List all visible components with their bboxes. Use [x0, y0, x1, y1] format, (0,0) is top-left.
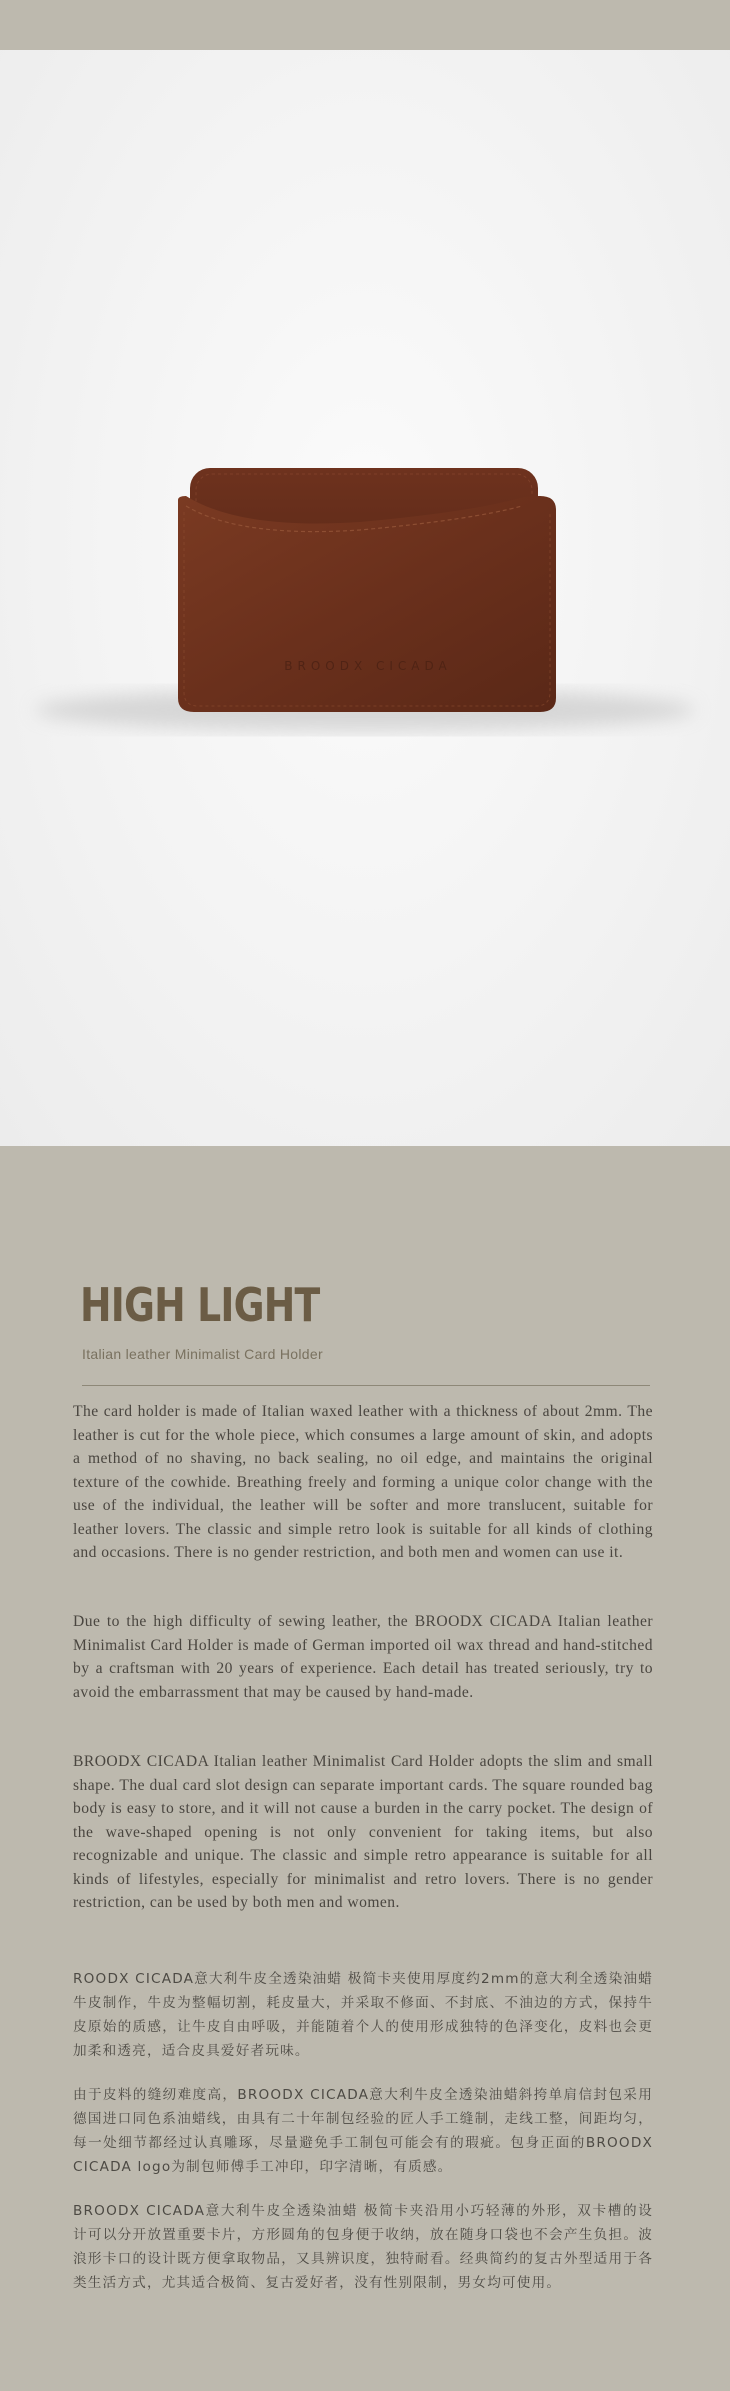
paragraph-en-1: The card holder is made of Italian waxed leather with a thickness of about 2mm. The leather is cut for the whole piece, which consumes a large amount of skin, and adopts a method of no shaving, no back sealing, no oil edge, and maintains the original texture of the cowhide. Breathing freely and forming a unique color change with the use of the individual, the leather will be softer and more translucent, suitable for leather lovers. The classic and simple retro look is suitable for all kinds of clothing and occasions. There is no gender restriction, and both men and women can use it.	[73, 1403, 653, 1561]
paragraph-en-2: Due to the high difficulty of sewing leather, the BROODX CICADA Italian leather Minimalist Card Holder is made of German imported oil wax thread and hand-stitched by a craftsman with 20 years of experience. Each detail has treated seriously, try to avoid the embarrassment that may be caused by hand-made.	[73, 1613, 653, 1701]
paragraph-zh-1: ROODX CICADA意大利牛皮全透染油蜡 极简卡夹使用厚度约2mm的意大利全透染油蜡牛皮制作，牛皮为整幅切割，耗皮量大，并采取不修面、不封底、不油边的方式，保持牛皮原始的质感，让牛皮自由呼吸，并能随着个人的使用形成独特的色泽变化，皮料也会更加柔和透亮，适合皮具爱好者玩味。	[73, 1971, 653, 2059]
paragraph-zh-2: 由于皮料的缝纫难度高，BROODX CICADA意大利牛皮全透染油蜡斜挎单肩信封包采用德国进口同色系油蜡线，由具有二十年制包经验的匠人手工缝制，走线工整，间距均匀，每一处细节都经过认真雕琢，尽量避免手工制包可能会有的瑕疵。包身正面的BROODX CICADA logo为制包师傅手工冲印，印字清晰，有质感。	[73, 2087, 653, 2175]
embossed-logo: BROODX CICADA	[284, 659, 452, 673]
top-band	[0, 0, 730, 50]
paragraph-zh-3: BROODX CICADA意大利牛皮全透染油蜡 极简卡夹沿用小巧轻薄的外形，双卡槽的设计可以分开放置重要卡片，方形圆角的包身便于收纳，放在随身口袋也不会产生负担。波浪形卡口的设计既方便拿取物品，又具辨识度，独特耐看。经典简约的复古外型适用于各类生活方式，尤其适合极简、复古爱好者，没有性别限制，男女均可使用。	[73, 2203, 653, 2291]
card-holder-image	[0, 50, 730, 1146]
paragraph-en-3: BROODX CICADA Italian leather Minimalist Card Holder adopts the slim and small shape. The dual card slot design can separate important cards. The square rounded bag body is easy to store, and it will not cause a burden in the carry pocket. The design of the wave-shaped opening is not only convenient for taking items, but also recognizable and unique. The classic and simple retro appearance is suitable for all kinds of lifestyles, especially for minimalist and retro lovers. There is no gender restriction, can be used by both men and women.	[73, 1753, 653, 1911]
divider	[82, 1385, 650, 1386]
page-subtitle: Italian leather Minimalist Card Holder	[82, 1346, 323, 1362]
product-photo	[0, 50, 730, 1146]
page-title: HIGH LIGHT	[80, 1278, 320, 1332]
